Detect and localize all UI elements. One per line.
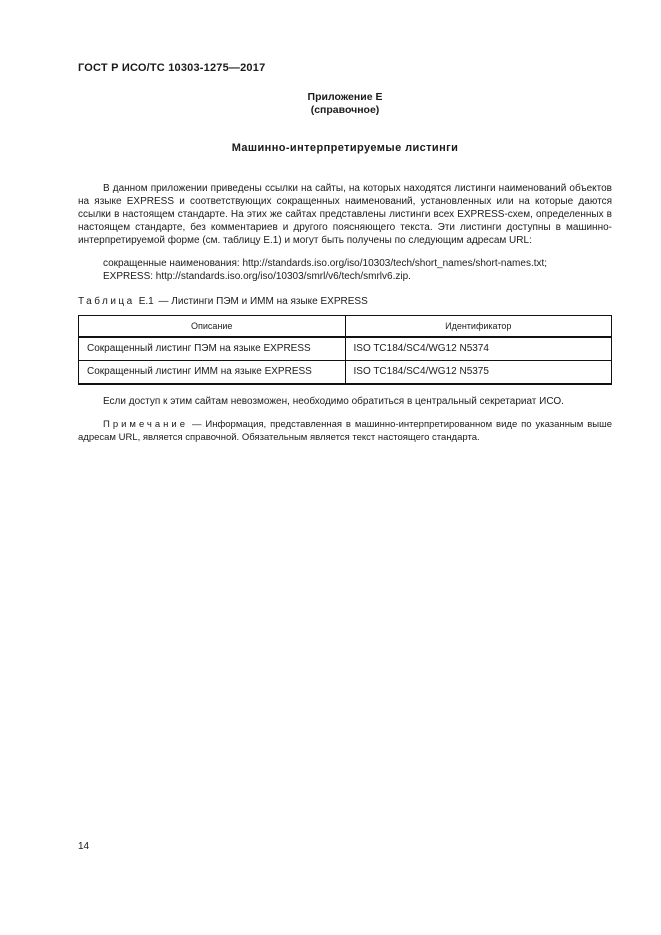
note-label: Примечание	[103, 419, 188, 430]
table-header-identifier: Идентификатор	[345, 316, 612, 338]
table-header-description: Описание	[79, 316, 346, 338]
section-title: Машинно-интерпретируемые листинги	[231, 142, 459, 154]
url-line-short-names: сокращенные наименования: http://standards.iso.org/iso/10303/tech/short_names/short-names.txt;	[103, 258, 548, 269]
annex-title: Приложение Е	[307, 91, 383, 103]
table-caption-text: — Листинги ПЭМ и ИММ на языке EXPRESS	[158, 296, 368, 307]
table-caption	[78, 295, 612, 308]
table-row	[79, 337, 612, 361]
intro-paragraph: В данном приложении приведены ссылки на сайты, на которых находятся листинги наименований объектов на языке EXPRESS и соответствующих сокращенных наименований, установленных или на которые даются ссылки в настоящем стандарте. На этих же сайтах представлены листинги всех EXPRESS-схем, определенных в настоящем стандарте, без комментариев и другого поясняющего текста. Эти листинги доступны в машинно-интерпретируемой форме (см. таблицу Е.1) и могут быть получены по следующим адресам URL:	[78, 183, 612, 246]
access-paragraph: Если доступ к этим сайтам невозможен, необходимо обратиться в центральный секретариат ИСО.	[103, 396, 564, 407]
note-paragraph	[78, 418, 612, 444]
table-row	[79, 361, 612, 385]
table-cell-description: Сокращенный листинг ПЭМ на языке EXPRESS	[79, 337, 346, 361]
listings-table	[78, 315, 612, 385]
table-cell-identifier: ISO TC184/SC4/WG12 N5375	[345, 361, 612, 385]
url-line-express: EXPRESS: http://standards.iso.org/iso/10303/smrl/v6/tech/smrlv6.zip.	[103, 271, 411, 282]
annex-subtitle: (справочное)	[310, 104, 380, 116]
page-content	[78, 62, 612, 454]
doc-number: ГОСТ Р ИСО/ТС 10303-1275—2017	[78, 62, 266, 74]
table-caption-ref: Е.1	[138, 296, 154, 307]
table-cell-identifier: ISO TC184/SC4/WG12 N5374	[345, 337, 612, 361]
annex-heading	[78, 91, 612, 117]
table-header-row	[79, 316, 612, 338]
page-number: 14	[78, 841, 90, 852]
note-body: — Информация, представленная в машинно-интерпретированном виде по указанным выше адресам URL, является справочной. Обязательным является текст настоящего стандарта.	[78, 419, 613, 443]
table-caption-word: Таблица	[78, 296, 135, 307]
table-cell-description: Сокращенный листинг ИММ на языке EXPRESS	[79, 361, 346, 385]
